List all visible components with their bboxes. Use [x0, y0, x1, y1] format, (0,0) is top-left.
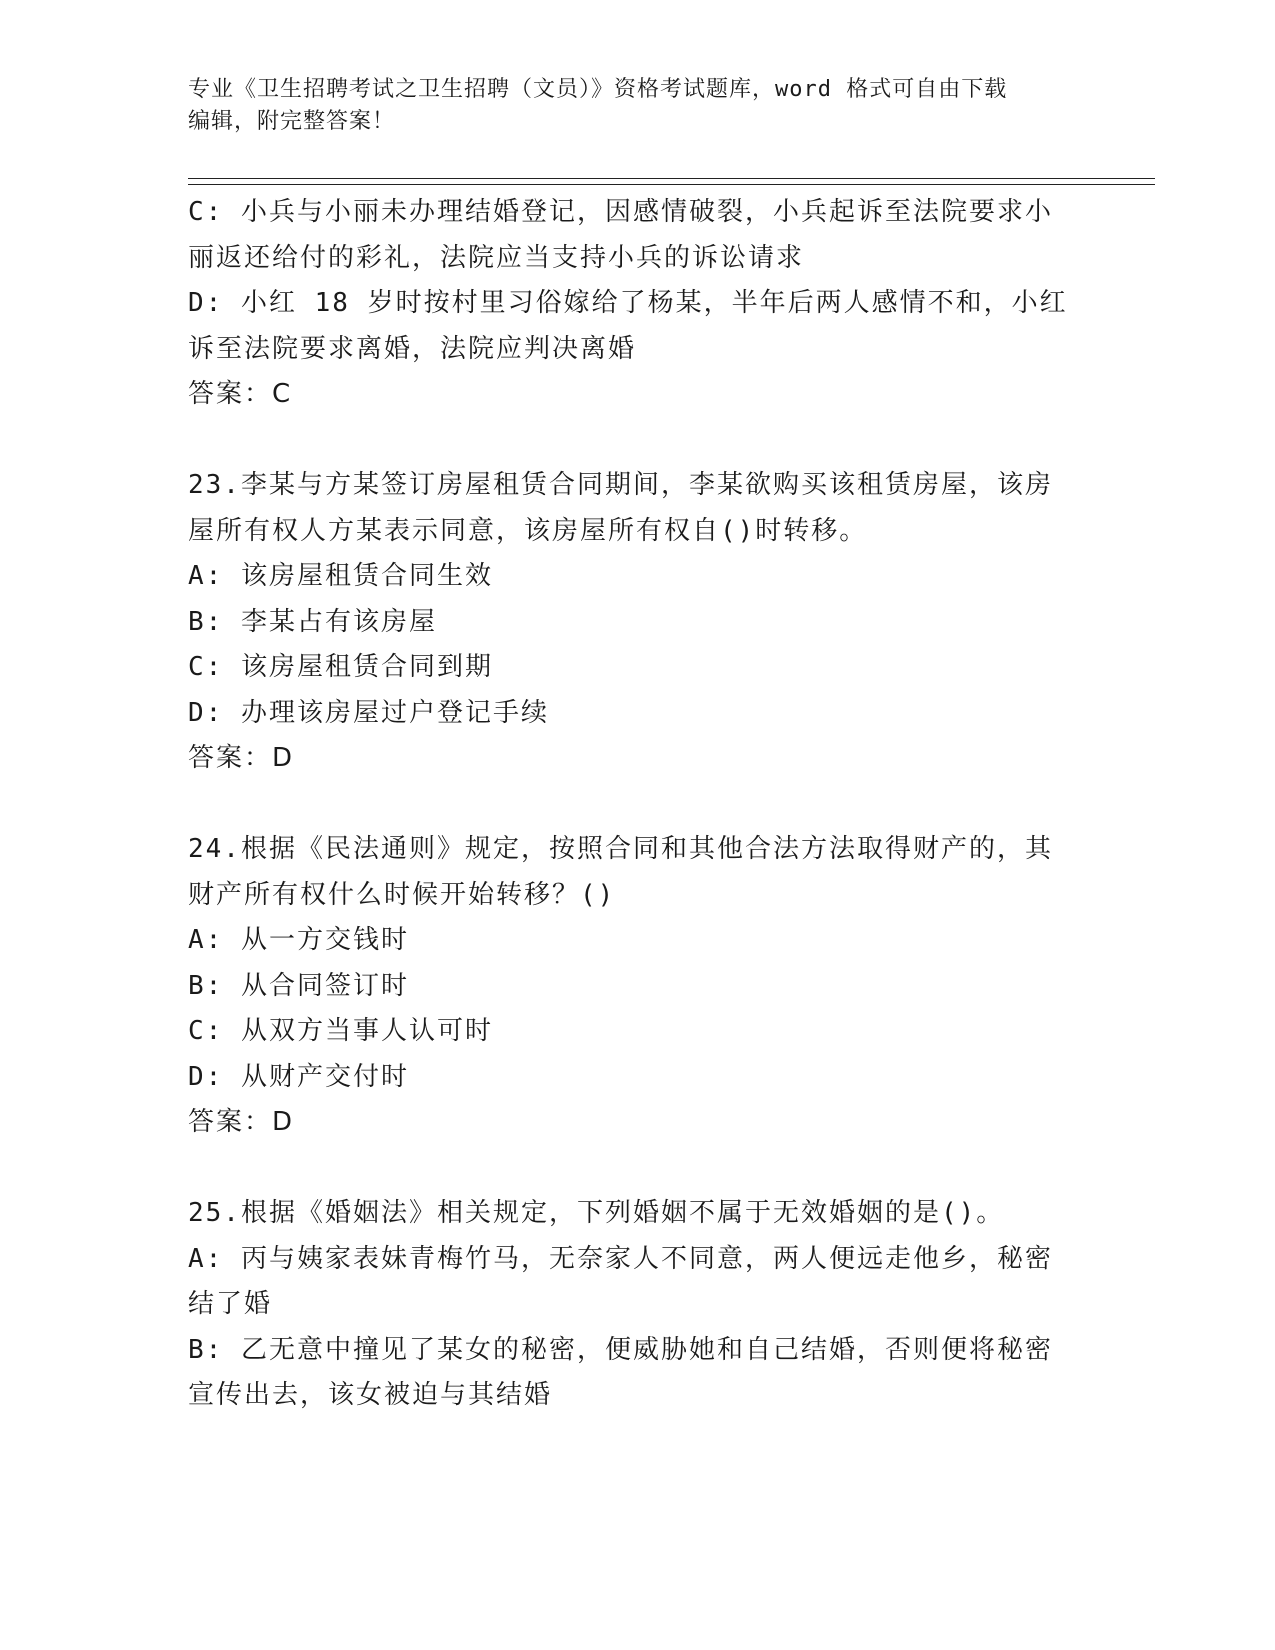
option-d-line-1: D: 小红 18 岁时按村里习俗嫁给了杨某，半年后两人感情不和，小红	[188, 288, 1068, 318]
header-divider-bottom	[188, 184, 1155, 185]
question-22-continued	[188, 190, 1088, 418]
spacer	[188, 418, 1088, 464]
question-stem-line-1: 25.根据《婚姻法》相关规定，下列婚姻不属于无效婚姻的是()。	[188, 1198, 1005, 1228]
answer-line: 答案：D	[188, 743, 295, 773]
page-header	[188, 74, 1088, 138]
option-c: C: 该房屋租赁合同到期	[188, 652, 493, 682]
option-a-line-2: 结了婚	[188, 1289, 273, 1319]
question-stem-line-1: 23.李某与方某签订房屋租赁合同期间，李某欲购买该租赁房屋，该房	[188, 470, 1053, 500]
option-a: A: 该房屋租赁合同生效	[188, 561, 493, 591]
spacer	[188, 1146, 1088, 1192]
header-line-1: 专业《卫生招聘考试之卫生招聘（文员）》资格考试题库，word 格式可自由下载	[188, 77, 1008, 102]
option-a: A: 从一方交钱时	[188, 925, 409, 955]
option-c-line-2: 丽返还给付的彩礼，法院应当支持小兵的诉讼请求	[188, 242, 805, 273]
question-stem-line-1: 24.根据《民法通则》规定，按照合同和其他合法方法取得财产的，其	[188, 834, 1053, 864]
spacer	[188, 782, 1088, 828]
question-content	[188, 190, 1088, 1419]
header-divider-top	[188, 178, 1155, 179]
option-b-line-2: 宣传出去，该女被迫与其结婚	[188, 1380, 553, 1410]
question-stem-line-2: 财产所有权什么时候开始转移？()	[188, 879, 616, 910]
question-stem-line-2: 屋所有权人方某表示同意，该房屋所有权自()时转移。	[188, 515, 868, 546]
option-d: D: 从财产交付时	[188, 1061, 409, 1092]
option-d-line-2: 诉至法院要求离婚，法院应判决离婚	[188, 333, 637, 364]
header-line-2: 编辑，附完整答案！	[188, 109, 396, 134]
option-b: B: 从合同签订时	[188, 970, 409, 1001]
option-d: D: 办理该房屋过户登记手续	[188, 697, 549, 728]
option-b-line-1: B: 乙无意中撞见了某女的秘密，便威胁她和自己结婚，否则便将秘密	[188, 1334, 1053, 1365]
option-c: C: 从双方当事人认可时	[188, 1016, 493, 1046]
option-b: B: 李某占有该房屋	[188, 606, 437, 637]
question-24	[188, 827, 1088, 1146]
option-a-line-1: A: 丙与姨家表妹青梅竹马，无奈家人不同意，两人便远走他乡，秘密	[188, 1243, 1053, 1274]
question-25	[188, 1191, 1088, 1419]
answer-line: 答案：D	[188, 1107, 295, 1137]
option-c-line-1: C: 小兵与小丽未办理结婚登记，因感情破裂，小兵起诉至法院要求小	[188, 197, 1053, 227]
question-23	[188, 463, 1088, 782]
answer-line: 答案：C	[188, 379, 293, 409]
